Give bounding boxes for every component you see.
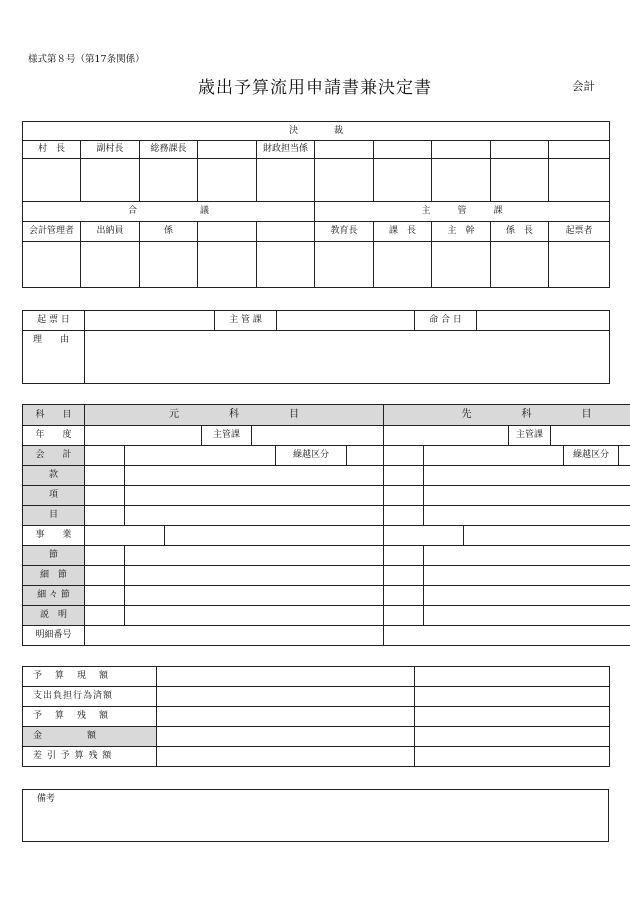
reason-label: 理 由 xyxy=(23,331,85,384)
seal-box[interactable] xyxy=(257,159,315,202)
seal-box[interactable] xyxy=(140,242,198,288)
seal-box[interactable] xyxy=(257,242,315,288)
amount-row-label: 金 額 xyxy=(23,727,157,747)
dest-moku-code[interactable] xyxy=(384,506,424,526)
role-label: 課 長 xyxy=(374,222,432,242)
detail-no-label: 明細番号 xyxy=(23,626,85,646)
source-amount-field[interactable] xyxy=(157,707,415,727)
seal-box[interactable] xyxy=(432,242,491,288)
source-setsumei-field[interactable] xyxy=(125,606,384,626)
role-label xyxy=(432,141,491,159)
source-account-code[interactable] xyxy=(85,446,125,466)
role-label: 主 幹 xyxy=(432,222,491,242)
order-date-field[interactable] xyxy=(477,311,610,331)
seal-box[interactable] xyxy=(374,242,432,288)
dept-label: 主 管 課 xyxy=(215,311,277,331)
dest-setsu-field[interactable] xyxy=(424,546,630,566)
role-label: 財政担当係 xyxy=(257,141,315,159)
source-year-field[interactable] xyxy=(85,426,202,446)
amount-row-label: 予 算 残 額 xyxy=(23,707,157,727)
dest-setsumei-code[interactable] xyxy=(384,606,424,626)
dest-amount-field[interactable] xyxy=(415,707,610,727)
role-label xyxy=(198,141,257,159)
amount-row-label: 支出負担行為済額 xyxy=(23,687,157,707)
draft-date-label: 起 票 日 xyxy=(23,311,85,331)
source-setsumei-code[interactable] xyxy=(85,606,125,626)
dest-amount-field[interactable] xyxy=(415,747,610,767)
year-label: 年 度 xyxy=(23,426,85,446)
seal-box[interactable] xyxy=(23,242,81,288)
role-label xyxy=(374,141,432,159)
dest-amount-field[interactable] xyxy=(415,687,610,707)
dest-project-field[interactable] xyxy=(464,526,630,546)
seal-box[interactable] xyxy=(198,159,257,202)
role-label: 村 長 xyxy=(23,141,81,159)
source-detail-no-field[interactable] xyxy=(85,626,384,646)
role-label: 出納員 xyxy=(81,222,140,242)
page-title: 歳出予算流用申請書兼決定書 xyxy=(198,78,432,98)
dest-saisetsu-field[interactable] xyxy=(424,566,630,586)
dest-year-field[interactable] xyxy=(384,426,509,446)
moku-label: 目 xyxy=(23,506,85,526)
source-account-field[interactable] xyxy=(125,446,276,466)
account-label: 会 計 xyxy=(23,446,85,466)
source-saisetsu-field[interactable] xyxy=(125,566,384,586)
dest-kou-field[interactable] xyxy=(424,486,630,506)
dest-amount-field[interactable] xyxy=(415,667,610,687)
seal-box[interactable] xyxy=(374,159,432,202)
source-kou-code[interactable] xyxy=(85,486,125,506)
source-setsu-code[interactable] xyxy=(85,546,125,566)
source-setsu-field[interactable] xyxy=(125,546,384,566)
kou-label: 項 xyxy=(23,486,85,506)
source-dept-label: 主管課 xyxy=(202,426,252,446)
seal-box[interactable] xyxy=(549,242,610,288)
project-label: 事 業 xyxy=(23,526,85,546)
seal-box[interactable] xyxy=(315,242,374,288)
setsumei-label: 説 明 xyxy=(23,606,85,626)
role-label: 起票者 xyxy=(549,222,610,242)
seal-box[interactable] xyxy=(81,242,140,288)
seal-box[interactable] xyxy=(491,159,549,202)
notes-label: 備考 xyxy=(37,794,56,804)
dest-carryover-field[interactable] xyxy=(619,446,630,466)
source-saisaisetsu-code[interactable] xyxy=(85,586,125,606)
subjects-table xyxy=(22,404,630,646)
info-table xyxy=(22,310,610,384)
source-kou-field[interactable] xyxy=(125,486,384,506)
role-label: 係 長 xyxy=(491,222,549,242)
source-moku-code[interactable] xyxy=(85,506,125,526)
dest-setsu-code[interactable] xyxy=(384,546,424,566)
source-amount-field[interactable] xyxy=(157,747,415,767)
dept-field[interactable] xyxy=(277,311,415,331)
dest-saisetsu-code[interactable] xyxy=(384,566,424,586)
dest-amount-field[interactable] xyxy=(415,727,610,747)
source-amount-field[interactable] xyxy=(157,667,415,687)
source-saisetsu-code[interactable] xyxy=(85,566,125,586)
role-label xyxy=(198,222,257,242)
source-amount-field[interactable] xyxy=(157,687,415,707)
dest-detail-no-field[interactable] xyxy=(384,626,630,646)
role-label xyxy=(491,141,549,159)
role-label: 教育長 xyxy=(315,222,374,242)
source-dept-field[interactable] xyxy=(252,426,384,446)
source-moku-field[interactable] xyxy=(125,506,384,526)
notes-table xyxy=(22,789,609,842)
dest-setsumei-field[interactable] xyxy=(424,606,630,626)
dest-subject-header: 先 科 目 xyxy=(384,405,630,426)
role-label: 会計管理者 xyxy=(23,222,81,242)
order-date-label: 命 合 日 xyxy=(415,311,477,331)
approval-table xyxy=(22,121,610,288)
reason-field[interactable] xyxy=(85,331,610,384)
dest-project-code[interactable] xyxy=(384,526,464,546)
approval-header: 決 裁 xyxy=(23,122,610,141)
dest-account-field[interactable] xyxy=(424,446,564,466)
source-kan-field[interactable] xyxy=(125,466,384,486)
form-reference: 様式第８号（第17条関係） xyxy=(28,54,145,65)
seal-box[interactable] xyxy=(491,242,549,288)
amount-row-label: 差 引 予 算 残 額 xyxy=(23,747,157,767)
role-label: 係 xyxy=(140,222,198,242)
role-label xyxy=(257,222,315,242)
source-carryover-field[interactable] xyxy=(347,446,384,466)
amount-row-label: 予 算 現 額 xyxy=(23,667,157,687)
seal-box[interactable] xyxy=(81,159,140,202)
saisetsu-label: 細 節 xyxy=(23,566,85,586)
dest-saisaisetsu-field[interactable] xyxy=(424,586,630,606)
consultation-header: 合 議 xyxy=(23,202,315,222)
setsu-label: 節 xyxy=(23,546,85,566)
source-carryover-label: 繰越区分 xyxy=(276,446,347,466)
subject-col-label: 科 目 xyxy=(23,405,85,426)
source-kan-code[interactable] xyxy=(85,466,125,486)
seal-box[interactable] xyxy=(432,159,491,202)
seal-box[interactable] xyxy=(315,159,374,202)
draft-date-field[interactable] xyxy=(85,311,215,331)
role-label: 総務課長 xyxy=(140,141,198,159)
source-subject-header: 元 科 目 xyxy=(85,405,384,426)
dest-dept-field[interactable] xyxy=(551,426,630,446)
dest-kan-field[interactable] xyxy=(424,466,630,486)
seal-box[interactable] xyxy=(549,159,610,202)
kan-label: 款 xyxy=(23,466,85,486)
role-label: 副村長 xyxy=(81,141,140,159)
dest-carryover-label: 繰越区分 xyxy=(564,446,619,466)
dest-dept-label: 主管課 xyxy=(509,426,551,446)
source-saisaisetsu-field[interactable] xyxy=(125,586,384,606)
source-amount-field[interactable] xyxy=(157,727,415,747)
role-label xyxy=(315,141,374,159)
dest-saisaisetsu-code[interactable] xyxy=(384,586,424,606)
notes-field[interactable] xyxy=(23,790,609,842)
seal-box[interactable] xyxy=(140,159,198,202)
corner-label: 会計 xyxy=(572,79,595,93)
dest-kou-code[interactable] xyxy=(384,486,424,506)
saisaisetsu-label: 細 々 節 xyxy=(23,586,85,606)
source-project-code[interactable] xyxy=(85,526,165,546)
role-label xyxy=(549,141,610,159)
dest-kan-code[interactable] xyxy=(384,466,424,486)
dest-moku-field[interactable] xyxy=(424,506,630,526)
seal-box[interactable] xyxy=(198,242,257,288)
dest-account-code[interactable] xyxy=(384,446,424,466)
managing-dept-header: 主 管 課 xyxy=(315,202,610,222)
amounts-table xyxy=(22,666,610,767)
seal-box[interactable] xyxy=(23,159,81,202)
source-project-field[interactable] xyxy=(165,526,384,546)
